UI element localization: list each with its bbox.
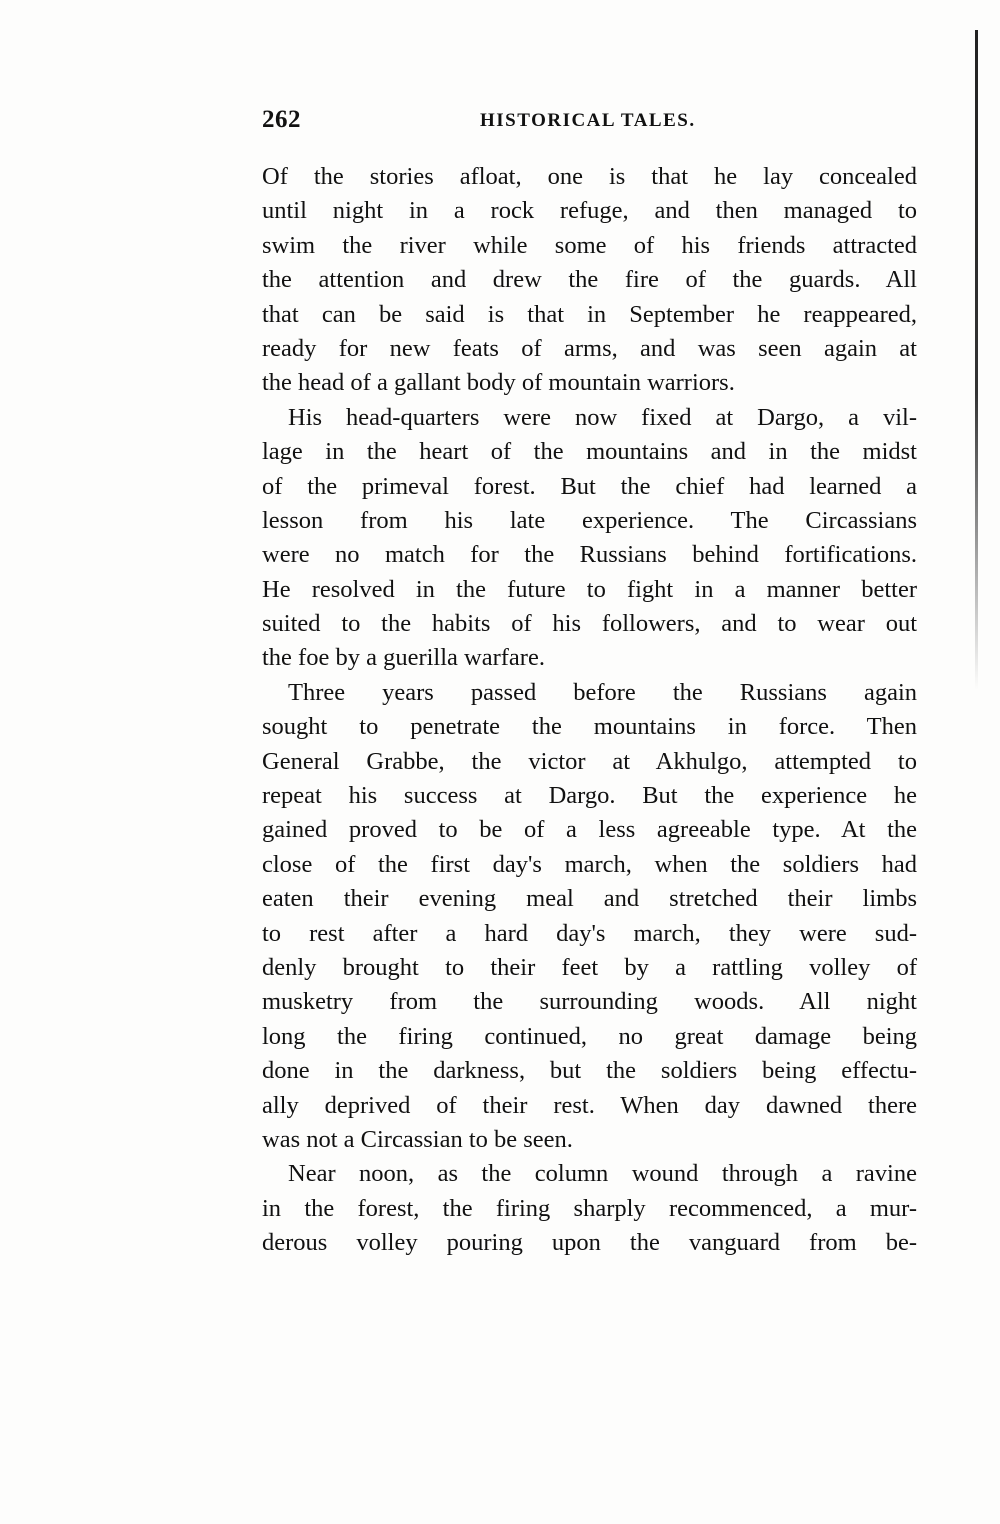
text-line: of the primeval forest. But the chief had learned a (262, 472, 917, 500)
text-line: sought to penetrate the mountains in force. Then (262, 713, 917, 741)
text-line: Three years passed before the Russians again (288, 678, 917, 706)
text-line: that can be said is that in September he reappeared, (262, 300, 917, 328)
text-line: lage in the heart of the mountains and in the midst (262, 438, 917, 466)
body-text (262, 160, 917, 1261)
text-line: were no match for the Russians behind fortifications. (262, 541, 917, 569)
text-line: denly brought to their feet by a rattling volley of (262, 953, 917, 981)
running-title: HISTORICAL TALES. (480, 110, 696, 131)
text-line: swim the river while some of his friends attracted (262, 231, 917, 259)
page-edge-shadow (975, 30, 978, 690)
text-line: repeat his success at Dargo. But the experience he (262, 782, 917, 810)
text-line: the attention and drew the fire of the guards. All (262, 266, 917, 294)
running-head (262, 106, 917, 140)
text-line: Of the stories afloat, one is that he lay concealed (262, 163, 917, 190)
text-line: musketry from the surrounding woods. All night (262, 988, 917, 1016)
text-line: He resolved in the future to fight in a manner better (262, 575, 917, 603)
text-line: ally deprived of their rest. When day dawned there (262, 1091, 917, 1119)
page-number: 262 (262, 106, 301, 133)
text-line: ready for new feats of arms, and was seen again at (262, 334, 917, 362)
text-line: eaten their evening meal and stretched their limbs (262, 885, 917, 913)
text-line: close of the first day's march, when the soldiers had (262, 850, 917, 878)
text-line: Near noon, as the column wound through a ravine (288, 1160, 917, 1188)
text-line: to rest after a hard day's march, they were sud- (262, 919, 917, 947)
text-line: lesson from his late experience. The Circassians (262, 506, 917, 534)
text-line: suited to the habits of his followers, and to wear out (262, 610, 917, 638)
text-line: derous volley pouring upon the vanguard from be- (262, 1229, 917, 1257)
text-line: General Grabbe, the victor at Akhulgo, attempted to (262, 747, 917, 775)
text-line: gained proved to be of a less agreeable type. At the (262, 816, 917, 844)
text-line: done in the darkness, but the soldiers being effectu- (262, 1057, 917, 1085)
text-line: was not a Circassian to be seen. (262, 1125, 573, 1153)
text-line: until night in a rock refuge, and then managed to (262, 197, 917, 225)
text-line: in the forest, the firing sharply recommenced, a mur- (262, 1194, 917, 1222)
text-line: His head-quarters were now fixed at Dargo, a vil- (288, 403, 917, 431)
text-line: long the firing continued, no great damage being (262, 1022, 917, 1050)
text-line: the head of a gallant body of mountain warriors. (262, 369, 735, 397)
text-line: the foe by a guerilla warfare. (262, 644, 545, 672)
